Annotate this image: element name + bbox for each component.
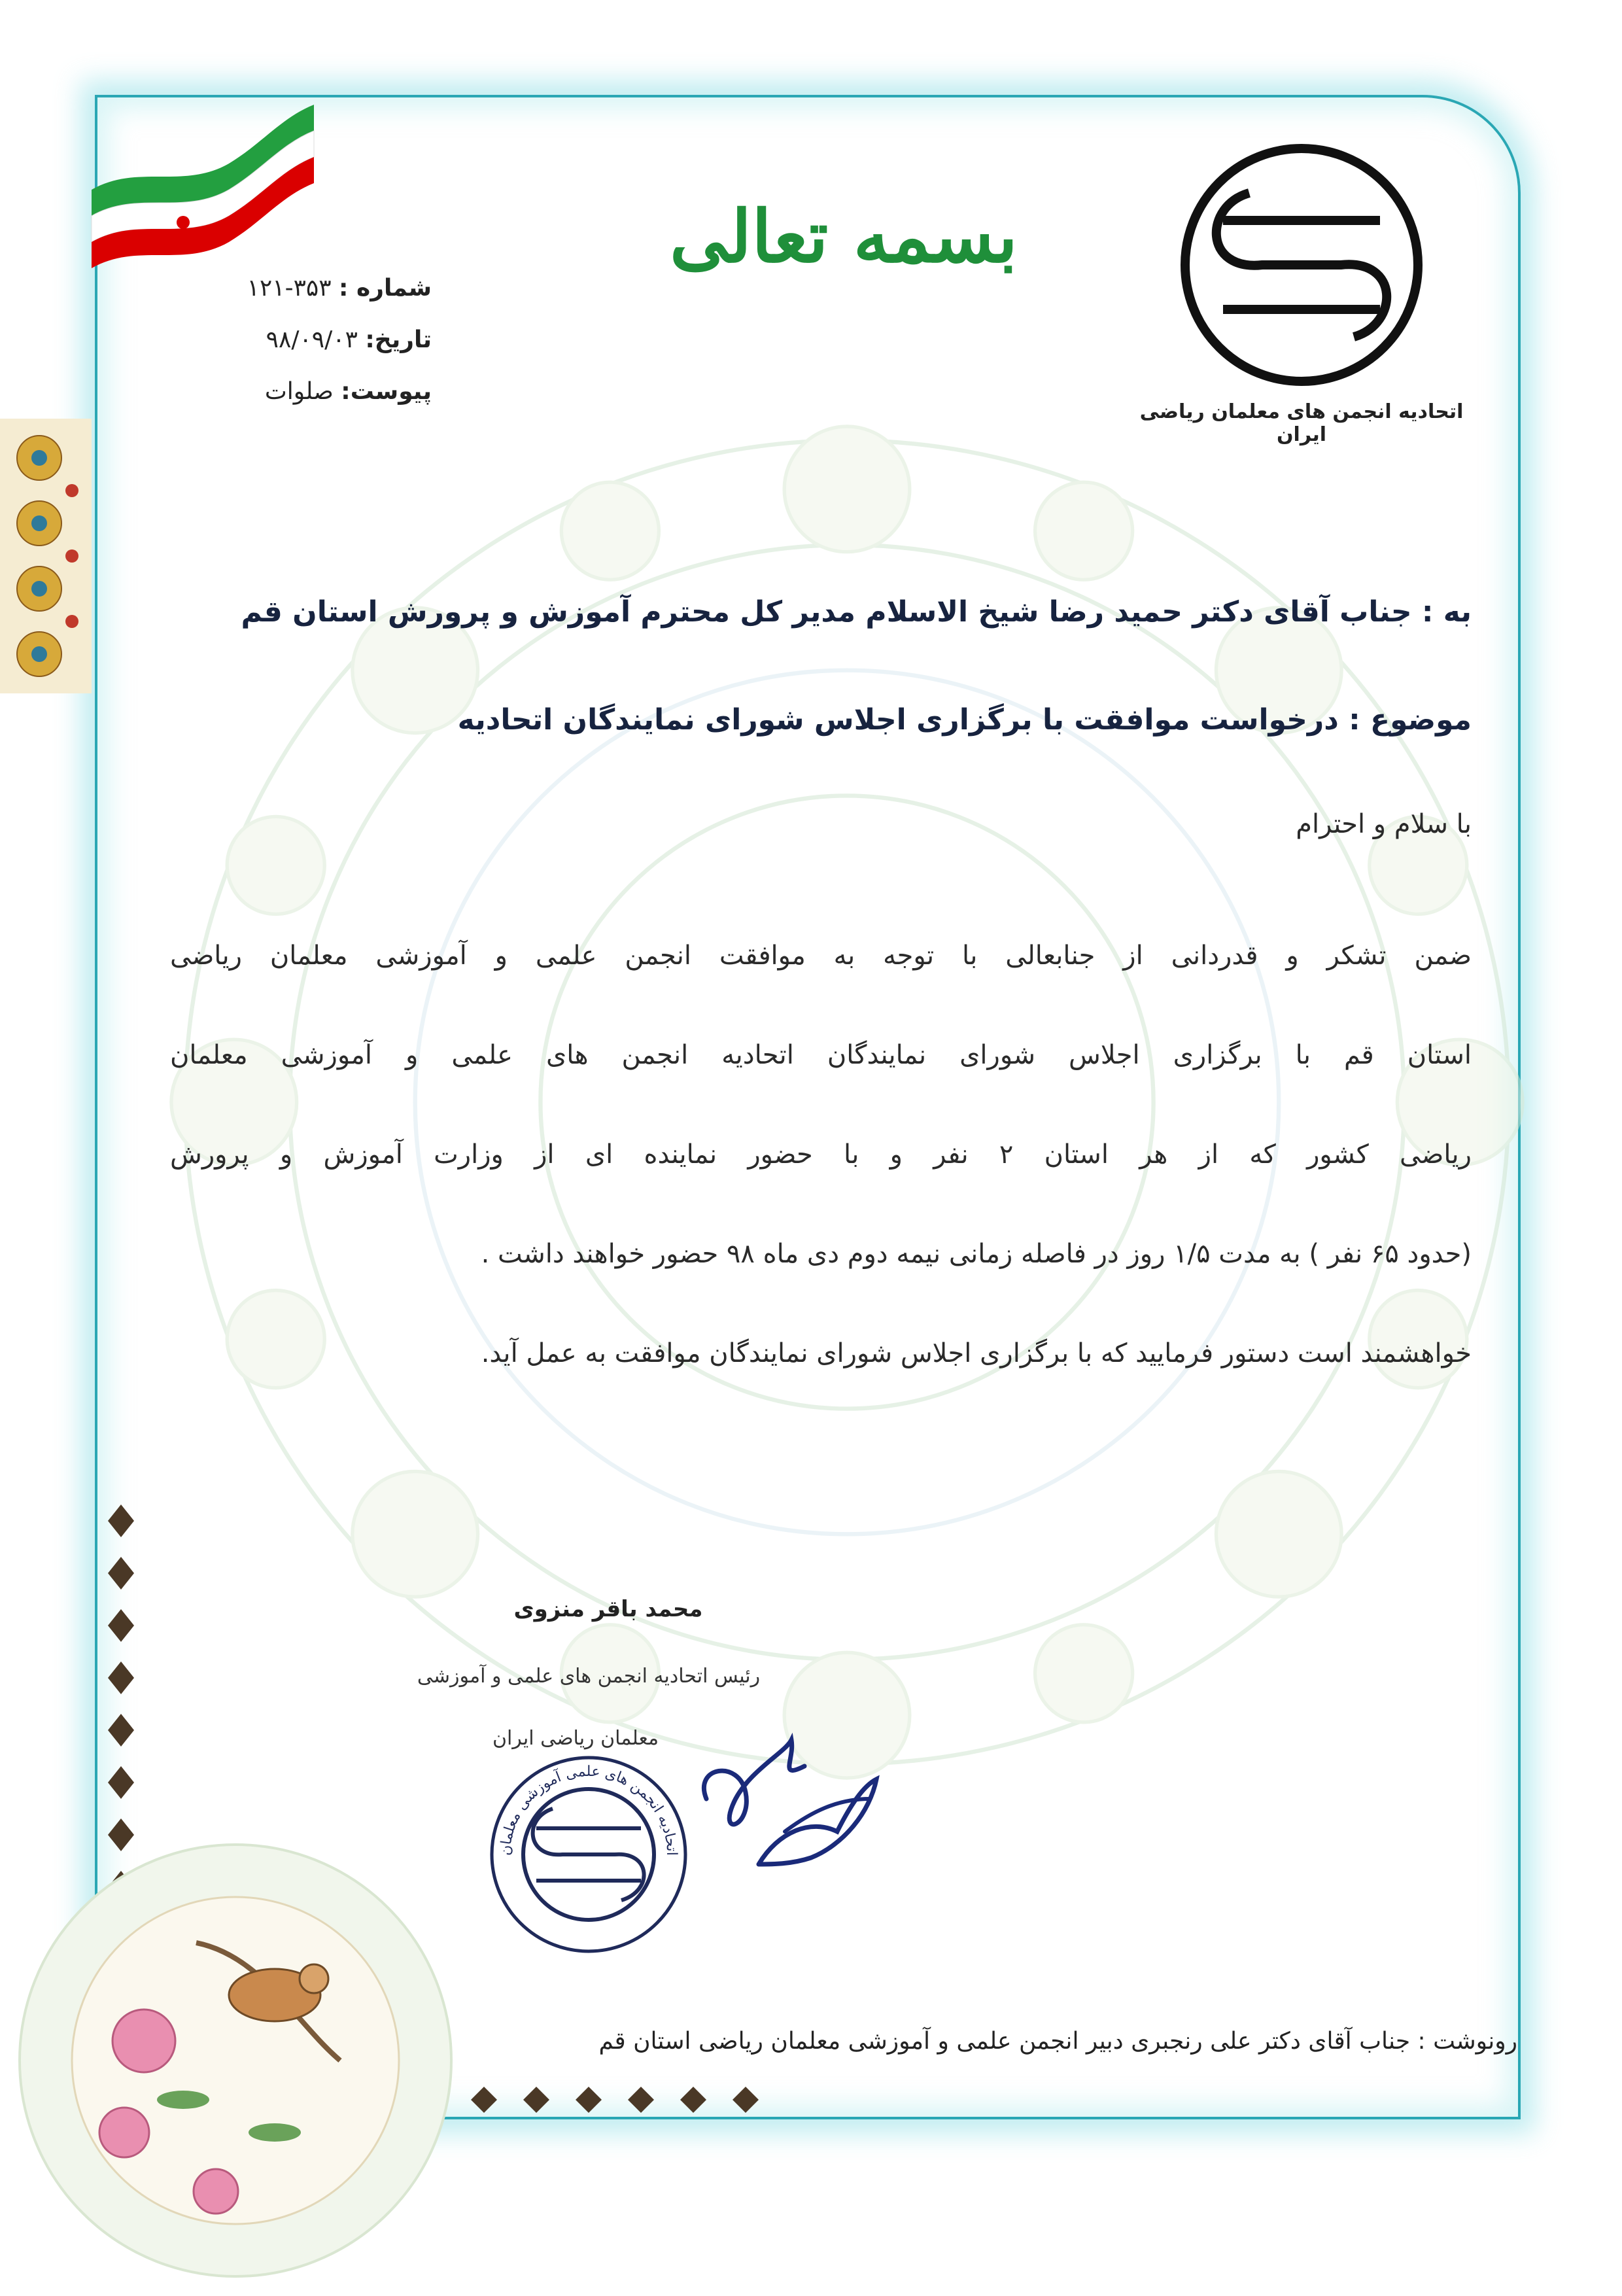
body-line: (حدود ۶۵ نفر ) به مدت ۱/۵ روز در فاصله زمانی نیمه دوم دی ماه ۹۸ حضور خواهند داشت . — [481, 1239, 1472, 1269]
letter-date: تاریخ: ۹۸/۰۹/۰۳ — [266, 326, 432, 353]
logo-caption: اتحادیه انجمن های معلمان ریاضی ایران — [1139, 400, 1464, 446]
besmellah-text: بسمه تعالی — [669, 194, 1018, 279]
besmellah-calligraphy — [669, 150, 1018, 314]
letter-body — [170, 906, 1472, 1403]
body-line: ضمن تشکر و قدردانی از جنابعالی با توجه به موافقت انجمن علمی و آموزشی معلمان ریاضی — [170, 941, 1472, 971]
seal-text: اتحادیه انجمن های علمی آموزشی معلمان — [497, 1763, 680, 1856]
bird-flower-ornament-icon — [0, 1825, 497, 2296]
handwritten-signature-icon — [680, 1701, 903, 1897]
letter-number: شماره : ۳۵۳-۱۲۱ — [247, 275, 432, 302]
body-line: خواهشمند است دستور فرمایید که با برگزاری اجلاس شورای نمایندگان موافقت به عمل آید. — [481, 1338, 1472, 1368]
official-seal-icon — [487, 1753, 690, 1956]
signatory-title: رئیس اتحادیه انجمن های علمی و آموزشی — [417, 1665, 761, 1688]
letter-attachment: پیوست: صلوات — [264, 378, 432, 405]
subject-line: موضوع : درخواست موافقت با برگزاری اجلاس شورای نمایندگان اتحادیه — [457, 703, 1472, 737]
association-logo-icon — [1177, 141, 1426, 389]
body-line: ریاضی کشور که از هر استان ۲ نفر و با حضور نماینده ای از وزارت آموزش و پرورش — [170, 1139, 1472, 1170]
carbon-copy-line: رونوشت : جناب آقای دکتر علی رنجبری دبیر انجمن علمی و آموزشی معلمان ریاضی استان قم — [598, 2028, 1517, 2055]
left-floral-ornament-icon — [0, 419, 92, 693]
letter-meta — [196, 275, 432, 430]
body-line: استان قم با برگزاری اجلاس شورای نمایندگان اتحادیه انجمن های علمی و آموزشی معلمان — [170, 1040, 1472, 1070]
greeting: با سلام و احترام — [1296, 809, 1472, 839]
signatory-title-line2: معلمان ریاضی ایران — [492, 1727, 659, 1750]
recipient-line: به : جناب آقای دکتر حمید رضا شیخ الاسلام مدیر کل محترم آموزش و پرورش استان قم — [241, 595, 1472, 629]
signatory-name: محمد باقر منزوی — [513, 1596, 703, 1622]
iran-flag-icon — [85, 92, 320, 288]
